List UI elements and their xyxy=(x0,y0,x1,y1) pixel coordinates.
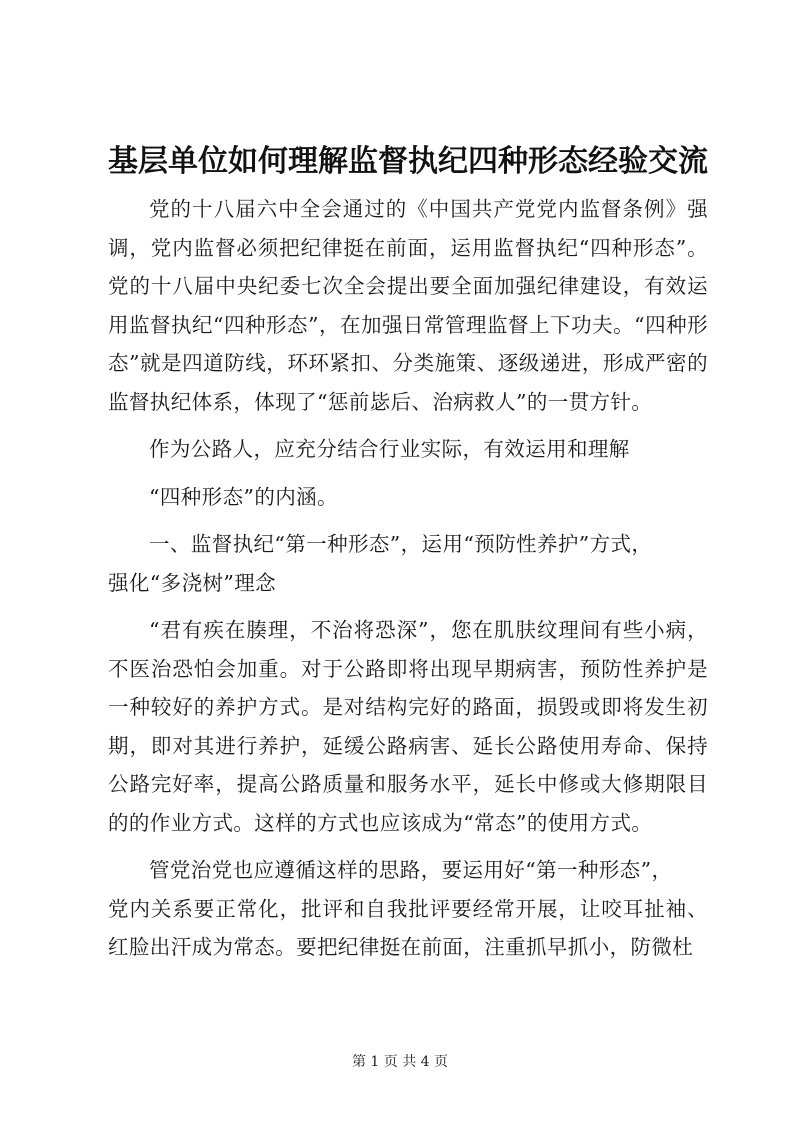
page-number-footer: 第 1 页 共 4 页 xyxy=(351,1054,449,1070)
paragraph-intro: 党的十八届六中全会通过的《中国共产党党内监督条例》强调，党内监督必须把纪律挺在前面，运用监督执纪“四种形态”。党的十八届中央纪委七次全会提出要全面加强纪律建设，有效运用监督执纪“四种形态”，在加强日常管理监督上下功夫。“四种形态”就是四道防线，环环紧扣、分类施策、逐级递进，形成严密的监督执纪体系，体现了“惩前毖后、治病救人”的一贯方针。 xyxy=(108,197,708,414)
paragraph-preventive-maintenance: “君有疾在腠理，不治将恐深”，您在肌肤纹理间有些小病，不医治恐怕会加重。对于公路即将出现早期病害，预防性养护是一种较好的养护方式。是对结构完好的路面，损毁或即将发生初期，即对其进行养护，延缓公路病害、延长公路使用寿命、保持公路完好率，提高公路质量和服务水平，延长中修或大修期限目的的作业方式。这样的方式也应该成为“常态”的使用方式。 xyxy=(108,618,708,835)
document-title: 基层单位如何理解监督执纪四种形态经验交流 xyxy=(108,144,708,179)
paragraph-party-governance-line-2: 党内关系要正常化，批评和自我批评要经常开展，让咬耳扯袖、红脸出汗成为常态。要把纪律挺在前面，注重抓早抓小，防微杜 xyxy=(108,896,708,959)
paragraph-party-governance-line-1: 管党治党也应遵循这样的思路，要运用好“第一种形态”， xyxy=(149,858,673,882)
document-body xyxy=(108,190,708,967)
section-heading-line-2: 强化“多浇树”理念 xyxy=(108,570,277,595)
paragraph-four-forms-meaning: “四种形态”的内涵。 xyxy=(149,484,338,509)
paragraph-highway-people: 作为公路人，应充分结合行业实际，有效运用和理解 xyxy=(149,437,630,461)
section-heading-line-1: 一、监督执纪“第一种形态”，运用“预防性养护”方式， xyxy=(149,532,653,556)
